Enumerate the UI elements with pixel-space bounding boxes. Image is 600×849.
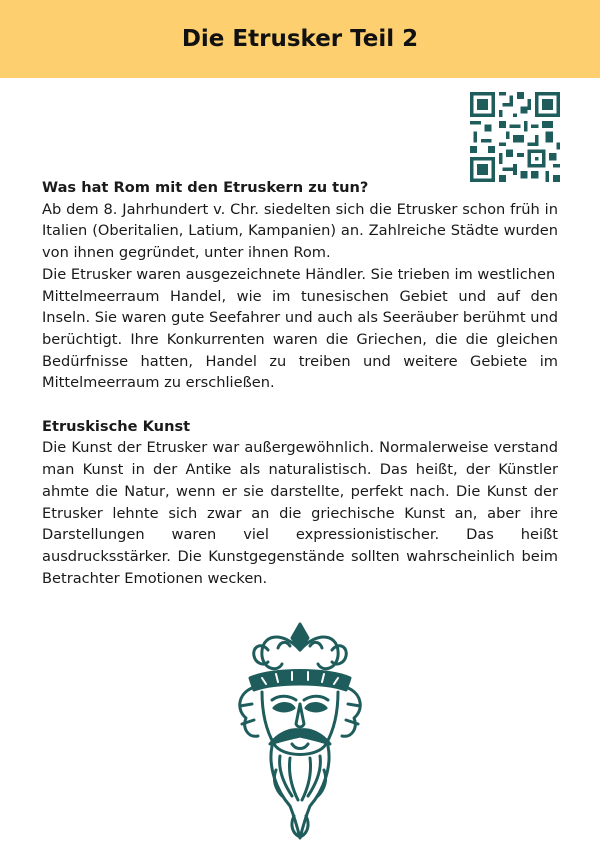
paragraph-trade-intro: Die Etrusker waren ausgezeichnete Händler. Sie trieben im westlichen xyxy=(42,265,556,283)
title-banner xyxy=(0,0,600,78)
spacer xyxy=(42,394,558,416)
section-heading-rome: Was hat Rom mit den Etruskern zu tun? xyxy=(42,179,369,196)
section-heading-art: Etruskische Kunst xyxy=(42,417,191,435)
qr-code-icon[interactable] xyxy=(470,92,560,182)
paragraph-mediterranean: Mittelmeerraum Handel, wie im tunesischen Gebiet und auf den Inseln. Sie waren gute Seefahrer und auch als Seeräuber berühmt und berüchtigt. Ihre Konkurrenten waren die Griechen, die die gleichen Bedürfnisse hatten, Handel zu treiben und weitere Gebiete im Mittelmeerraum zu erschließen. xyxy=(42,287,558,392)
page-title: Die Etrusker Teil 2 xyxy=(181,26,419,52)
paragraph-settlement: Ab dem 8. Jahrhundert v. Chr. siedelten sich die Etrusker schon früh in Italien (Oberitalien, Latium, Kampanien) an. Zahlreiche Städte wurden von ihnen gegründet, unter ihnen Rom. xyxy=(42,200,558,262)
paragraph-art: Die Kunst der Etrusker war außergewöhnlich. Normalerweise verstand man Kunst in der Antike als naturalistisch. Das heißt, der Künstler ahmte die Natur, wenn er sie darstellte, perfekt nach. Die Kunst der Etrusker lehnte sich zwar an die griechische Kunst an, aber ihre Darstellungen waren viel expressionistischer. Das heißt ausdrucksstärker. Die Kunstgegenstände sollten wahrscheinlich beim Betrachter Emotionen wecken. xyxy=(42,439,558,587)
etruscan-mask-icon xyxy=(232,620,368,842)
article-body xyxy=(42,177,558,589)
